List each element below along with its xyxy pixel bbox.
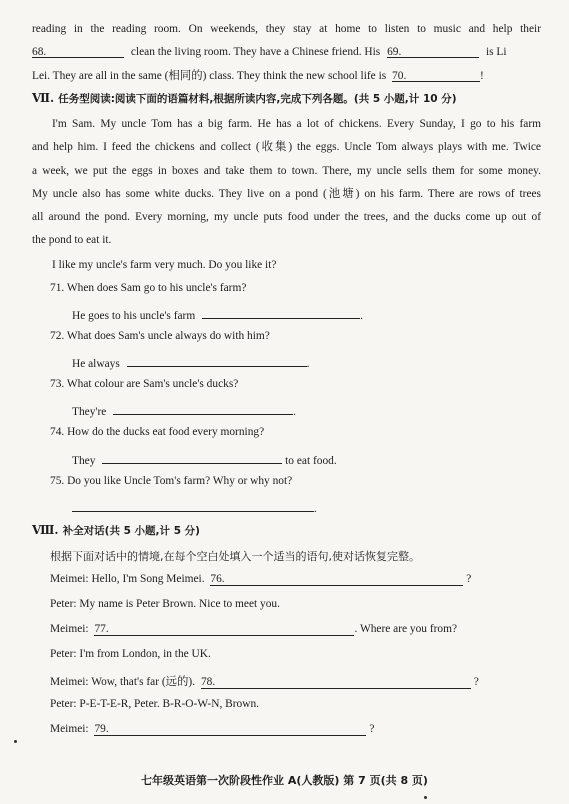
dialogue-line-77: Meimei: 77. . Where are you from? (50, 623, 458, 635)
dialogue-peter-3: Peter: P-E-T-E-R, Peter. B-R-O-W-N, Brown. (50, 698, 260, 710)
answer-75-blank[interactable] (72, 499, 314, 512)
dialogue-peter-1: Peter: My name is Peter Brown. Nice to meet you. (50, 598, 280, 610)
question-71: 71. When does Sam go to his uncle's farm? (50, 282, 247, 294)
passage-line-6: the pond to eat it. (32, 234, 112, 246)
passage-line-4: My uncle also has some white ducks. They live on a pond (池塘) on his farm. There are rows of trees (32, 188, 541, 200)
question-74: 74. How do the ducks eat food every morning? (50, 426, 265, 438)
prev-passage-line-3: Lei. They are all in the same (相同的) class. They think the new school life is 70. ! (32, 70, 484, 82)
passage-line-2: and help him. I feed the chickens and collect (收集) the eggs. Uncle Tom always plays with me. Twice (32, 141, 541, 153)
blank-68[interactable]: 68. (32, 45, 124, 58)
passage-closing: I like my uncle's farm very much. Do you like it? (52, 259, 277, 271)
prev-passage-line-1: reading in the reading room. On weekends, they stay at home to listen to music and help their (32, 23, 541, 35)
blank-76[interactable]: 76. (210, 573, 463, 586)
answer-73: They're . (72, 402, 296, 418)
section-8-heading: Ⅷ. 补全对话(共 5 小题,计 5 分) (32, 523, 200, 537)
answer-74-blank[interactable] (102, 451, 282, 464)
dialogue-line-79: Meimei: 79. ? (50, 723, 375, 735)
blank-79[interactable]: 79. (94, 723, 366, 736)
answer-72: He always . (72, 354, 309, 370)
answer-74: They to eat food. (72, 451, 337, 467)
dialogue-line-76: Meimei: Hello, I'm Song Meimei. 76. ? (50, 573, 472, 585)
dialogue-line-78: Meimei: Wow, that's far (远的). 78. ? (50, 676, 479, 688)
blank-70[interactable]: 70. (392, 69, 480, 82)
answer-75: . (72, 499, 317, 515)
passage-line-5: all around the pond. Every morning, my uncle puts food under the trees, and the ducks come up out of (32, 211, 541, 223)
blank-69[interactable]: 69. (387, 45, 479, 58)
answer-71: He goes to his uncle's farm . (72, 306, 363, 322)
answer-72-blank[interactable] (127, 354, 307, 367)
section-8-instruction: 根据下面对话中的情境,在每个空白处填入一个适当的语句,使对话恢复完整。 (50, 550, 420, 563)
scan-speck (424, 796, 427, 799)
scan-speck (14, 740, 17, 743)
prev-passage-line-2: 68. clean the living room. They have a Chinese friend. His 69. is Li (32, 46, 507, 58)
section-7-heading: Ⅶ. 任务型阅读:阅读下面的语篇材料,根据所读内容,完成下列各题。(共 5 小题,计 10 分) (32, 91, 457, 105)
answer-73-blank[interactable] (113, 402, 293, 415)
question-73: 73. What colour are Sam's uncle's ducks? (50, 378, 239, 390)
page-footer: 七年级英语第一次阶段性作业 A(人教版) 第 7 页(共 8 页) (141, 774, 428, 787)
passage-line-1: I'm Sam. My uncle Tom has a big farm. He has a lot of chickens. Every Sunday, I go to his farm (52, 118, 541, 130)
answer-71-blank[interactable] (202, 306, 360, 319)
question-75: 75. Do you like Uncle Tom's farm? Why or why not? (50, 475, 293, 487)
blank-78[interactable]: 78. (201, 676, 471, 689)
question-72: 72. What does Sam's uncle always do with him? (50, 330, 270, 342)
dialogue-peter-2: Peter: I'm from London, in the UK. (50, 648, 211, 660)
passage-line-3: a week, we put the eggs in boxes and take them to town. There, my uncle sells them for some money. (32, 165, 541, 177)
blank-77[interactable]: 77. (94, 623, 354, 636)
